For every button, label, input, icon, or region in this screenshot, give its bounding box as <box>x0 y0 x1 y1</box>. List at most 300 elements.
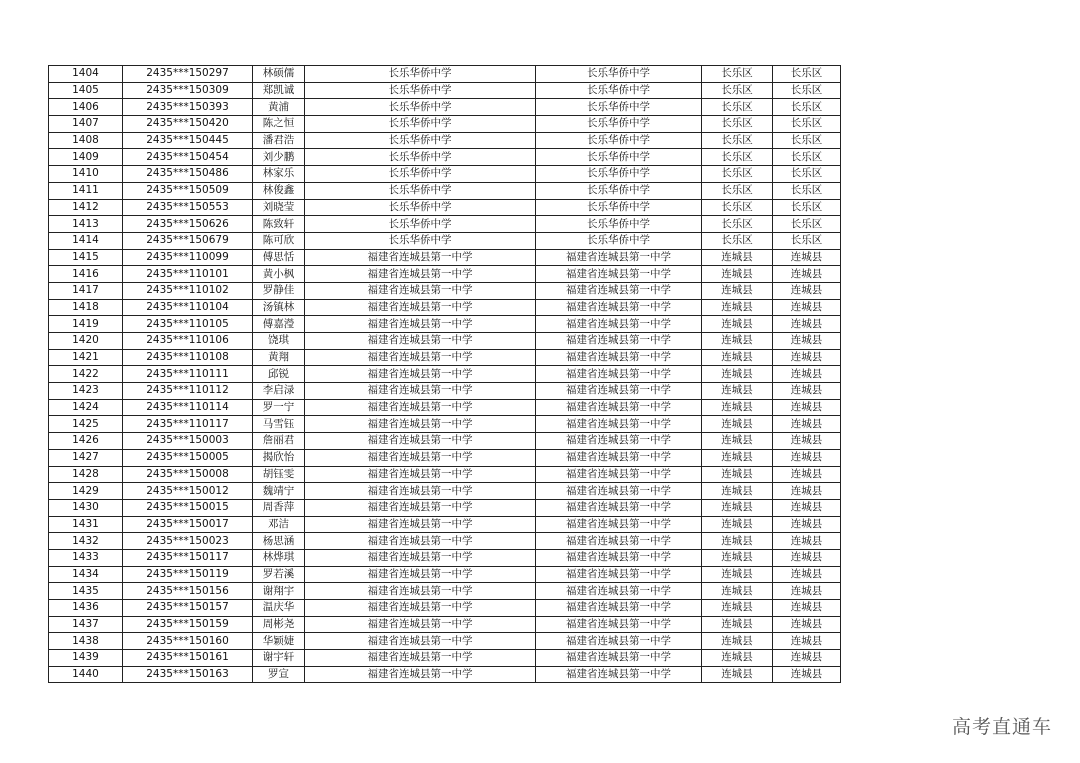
cell-name: 周彬尧 <box>253 616 305 633</box>
cell-exam-id: 2435***110102 <box>123 282 253 299</box>
cell-exam-id: 2435***150015 <box>123 499 253 516</box>
table-row <box>49 282 841 299</box>
cell-admitted-school: 福建省连城县第一中学 <box>536 583 702 600</box>
cell-exam-id: 2435***150679 <box>123 232 253 249</box>
cell-admitted-district: 连城县 <box>773 650 841 667</box>
table-row <box>49 433 841 450</box>
cell-admitted-school: 福建省连城县第一中学 <box>536 566 702 583</box>
cell-school: 福建省连城县第一中学 <box>305 316 536 333</box>
cell-school: 长乐华侨中学 <box>305 232 536 249</box>
cell-school: 福建省连城县第一中学 <box>305 399 536 416</box>
cell-admitted-school: 福建省连城县第一中学 <box>536 633 702 650</box>
table-row <box>49 82 841 99</box>
cell-admitted-district: 连城县 <box>773 316 841 333</box>
cell-school: 福建省连城县第一中学 <box>305 499 536 516</box>
cell-district: 连城县 <box>702 249 773 266</box>
table-row <box>49 483 841 500</box>
cell-exam-id: 2435***150117 <box>123 549 253 566</box>
cell-exam-id: 2435***110112 <box>123 383 253 400</box>
cell-number: 1424 <box>49 399 123 416</box>
cell-admitted-school: 福建省连城县第一中学 <box>536 616 702 633</box>
cell-admitted-district: 长乐区 <box>773 166 841 183</box>
cell-school: 长乐华侨中学 <box>305 149 536 166</box>
cell-name: 罗静佳 <box>253 282 305 299</box>
cell-number: 1432 <box>49 533 123 550</box>
cell-admitted-school: 福建省连城县第一中学 <box>536 466 702 483</box>
cell-exam-id: 2435***150156 <box>123 583 253 600</box>
cell-district: 连城县 <box>702 299 773 316</box>
table-row <box>49 349 841 366</box>
cell-admitted-district: 连城县 <box>773 666 841 683</box>
table-row <box>49 316 841 333</box>
cell-name: 汤镇林 <box>253 299 305 316</box>
cell-name: 詹丽君 <box>253 433 305 450</box>
cell-district: 连城县 <box>702 433 773 450</box>
cell-admitted-school: 长乐华侨中学 <box>536 199 702 216</box>
cell-district: 连城县 <box>702 449 773 466</box>
roster-body <box>49 66 841 683</box>
cell-number: 1426 <box>49 433 123 450</box>
cell-district: 连城县 <box>702 583 773 600</box>
cell-number: 1404 <box>49 66 123 83</box>
cell-name: 罗一宁 <box>253 399 305 416</box>
cell-exam-id: 2435***150509 <box>123 182 253 199</box>
cell-number: 1427 <box>49 449 123 466</box>
cell-name: 华颖婕 <box>253 633 305 650</box>
cell-name: 傅思恬 <box>253 249 305 266</box>
cell-admitted-district: 连城县 <box>773 366 841 383</box>
cell-district: 连城县 <box>702 383 773 400</box>
cell-admitted-school: 长乐华侨中学 <box>536 149 702 166</box>
cell-district: 连城县 <box>702 650 773 667</box>
cell-name: 杨思涵 <box>253 533 305 550</box>
cell-admitted-district: 连城县 <box>773 416 841 433</box>
cell-number: 1433 <box>49 549 123 566</box>
cell-name: 李启渌 <box>253 383 305 400</box>
table-row <box>49 116 841 133</box>
cell-admitted-district: 连城县 <box>773 616 841 633</box>
table-row <box>49 232 841 249</box>
cell-admitted-district: 长乐区 <box>773 199 841 216</box>
cell-name: 周香萍 <box>253 499 305 516</box>
table-row <box>49 249 841 266</box>
cell-admitted-district: 长乐区 <box>773 66 841 83</box>
cell-district: 长乐区 <box>702 182 773 199</box>
cell-admitted-district: 长乐区 <box>773 132 841 149</box>
cell-number: 1420 <box>49 333 123 350</box>
cell-number: 1416 <box>49 266 123 283</box>
cell-district: 长乐区 <box>702 66 773 83</box>
cell-admitted-school: 长乐华侨中学 <box>536 116 702 133</box>
cell-name: 邓洁 <box>253 516 305 533</box>
cell-school: 福建省连城县第一中学 <box>305 666 536 683</box>
cell-admitted-district: 连城县 <box>773 282 841 299</box>
cell-number: 1435 <box>49 583 123 600</box>
cell-district: 连城县 <box>702 366 773 383</box>
cell-admitted-district: 连城县 <box>773 566 841 583</box>
cell-exam-id: 2435***150297 <box>123 66 253 83</box>
cell-number: 1419 <box>49 316 123 333</box>
cell-number: 1434 <box>49 566 123 583</box>
cell-admitted-district: 连城县 <box>773 549 841 566</box>
cell-district: 连城县 <box>702 266 773 283</box>
cell-name: 谢翔宇 <box>253 583 305 600</box>
cell-name: 温庆华 <box>253 600 305 617</box>
cell-exam-id: 2435***110099 <box>123 249 253 266</box>
table-row <box>49 566 841 583</box>
cell-exam-id: 2435***110105 <box>123 316 253 333</box>
cell-name: 林烨琪 <box>253 549 305 566</box>
cell-exam-id: 2435***110117 <box>123 416 253 433</box>
cell-admitted-district: 连城县 <box>773 533 841 550</box>
cell-admitted-district: 连城县 <box>773 633 841 650</box>
cell-name: 邱锐 <box>253 366 305 383</box>
cell-admitted-school: 福建省连城县第一中学 <box>536 399 702 416</box>
cell-district: 连城县 <box>702 399 773 416</box>
table-row <box>49 149 841 166</box>
cell-school: 福建省连城县第一中学 <box>305 650 536 667</box>
cell-school: 福建省连城县第一中学 <box>305 466 536 483</box>
cell-exam-id: 2435***110108 <box>123 349 253 366</box>
cell-school: 福建省连城县第一中学 <box>305 616 536 633</box>
cell-number: 1437 <box>49 616 123 633</box>
cell-exam-id: 2435***150119 <box>123 566 253 583</box>
cell-admitted-district: 连城县 <box>773 516 841 533</box>
cell-school: 长乐华侨中学 <box>305 166 536 183</box>
cell-number: 1406 <box>49 99 123 116</box>
cell-admitted-school: 福建省连城县第一中学 <box>536 266 702 283</box>
cell-district: 连城县 <box>702 416 773 433</box>
table-row <box>49 616 841 633</box>
cell-name: 揭欣怡 <box>253 449 305 466</box>
table-row <box>49 449 841 466</box>
cell-admitted-school: 福建省连城县第一中学 <box>536 383 702 400</box>
cell-number: 1428 <box>49 466 123 483</box>
cell-exam-id: 2435***110111 <box>123 366 253 383</box>
cell-number: 1430 <box>49 499 123 516</box>
cell-name: 潘君浩 <box>253 132 305 149</box>
cell-school: 福建省连城县第一中学 <box>305 416 536 433</box>
cell-school: 长乐华侨中学 <box>305 99 536 116</box>
roster-table <box>48 65 841 683</box>
cell-admitted-district: 长乐区 <box>773 99 841 116</box>
table-row <box>49 299 841 316</box>
cell-name: 陈致轩 <box>253 216 305 233</box>
cell-admitted-school: 福建省连城县第一中学 <box>536 533 702 550</box>
cell-admitted-district: 连城县 <box>773 449 841 466</box>
cell-exam-id: 2435***150160 <box>123 633 253 650</box>
table-row <box>49 666 841 683</box>
cell-district: 长乐区 <box>702 116 773 133</box>
cell-exam-id: 2435***150023 <box>123 533 253 550</box>
cell-number: 1436 <box>49 600 123 617</box>
cell-admitted-district: 长乐区 <box>773 116 841 133</box>
cell-school: 福建省连城县第一中学 <box>305 633 536 650</box>
cell-district: 连城县 <box>702 549 773 566</box>
cell-number: 1431 <box>49 516 123 533</box>
cell-admitted-district: 连城县 <box>773 583 841 600</box>
table-row <box>49 366 841 383</box>
cell-name: 刘少鹏 <box>253 149 305 166</box>
cell-admitted-school: 福建省连城县第一中学 <box>536 349 702 366</box>
cell-admitted-district: 连城县 <box>773 333 841 350</box>
cell-district: 连城县 <box>702 633 773 650</box>
cell-admitted-school: 福建省连城县第一中学 <box>536 549 702 566</box>
table-row <box>49 199 841 216</box>
cell-district: 长乐区 <box>702 216 773 233</box>
cell-admitted-district: 连城县 <box>773 466 841 483</box>
cell-admitted-school: 福建省连城县第一中学 <box>536 650 702 667</box>
cell-district: 连城县 <box>702 616 773 633</box>
cell-exam-id: 2435***150161 <box>123 650 253 667</box>
cell-district: 连城县 <box>702 600 773 617</box>
cell-admitted-school: 福建省连城县第一中学 <box>536 249 702 266</box>
table-row <box>49 416 841 433</box>
cell-admitted-school: 长乐华侨中学 <box>536 232 702 249</box>
cell-school: 福建省连城县第一中学 <box>305 299 536 316</box>
cell-school: 长乐华侨中学 <box>305 66 536 83</box>
cell-admitted-district: 长乐区 <box>773 182 841 199</box>
cell-admitted-district: 连城县 <box>773 249 841 266</box>
cell-exam-id: 2435***150008 <box>123 466 253 483</box>
cell-exam-id: 2435***150005 <box>123 449 253 466</box>
cell-exam-id: 2435***150003 <box>123 433 253 450</box>
cell-admitted-school: 长乐华侨中学 <box>536 216 702 233</box>
table-row <box>49 583 841 600</box>
cell-admitted-district: 长乐区 <box>773 82 841 99</box>
roster-table-container <box>48 65 841 683</box>
cell-exam-id: 2435***150159 <box>123 616 253 633</box>
cell-admitted-school: 福建省连城县第一中学 <box>536 416 702 433</box>
cell-number: 1438 <box>49 633 123 650</box>
cell-district: 长乐区 <box>702 199 773 216</box>
cell-exam-id: 2435***150486 <box>123 166 253 183</box>
cell-admitted-school: 福建省连城县第一中学 <box>536 299 702 316</box>
cell-district: 连城县 <box>702 466 773 483</box>
cell-number: 1418 <box>49 299 123 316</box>
cell-admitted-school: 福建省连城县第一中学 <box>536 316 702 333</box>
cell-name: 林家乐 <box>253 166 305 183</box>
table-row <box>49 633 841 650</box>
cell-exam-id: 2435***150012 <box>123 483 253 500</box>
cell-school: 长乐华侨中学 <box>305 132 536 149</box>
cell-number: 1415 <box>49 249 123 266</box>
cell-exam-id: 2435***110104 <box>123 299 253 316</box>
cell-admitted-school: 福建省连城县第一中学 <box>536 282 702 299</box>
cell-district: 连城县 <box>702 499 773 516</box>
cell-school: 福建省连城县第一中学 <box>305 282 536 299</box>
table-row <box>49 533 841 550</box>
cell-admitted-school: 长乐华侨中学 <box>536 182 702 199</box>
cell-admitted-school: 长乐华侨中学 <box>536 166 702 183</box>
cell-school: 福建省连城县第一中学 <box>305 333 536 350</box>
cell-school: 福建省连城县第一中学 <box>305 483 536 500</box>
table-row <box>49 383 841 400</box>
cell-school: 福建省连城县第一中学 <box>305 583 536 600</box>
cell-school: 福建省连城县第一中学 <box>305 366 536 383</box>
cell-exam-id: 2435***150445 <box>123 132 253 149</box>
cell-school: 福建省连城县第一中学 <box>305 249 536 266</box>
cell-school: 福建省连城县第一中学 <box>305 433 536 450</box>
cell-admitted-school: 福建省连城县第一中学 <box>536 600 702 617</box>
table-row <box>49 166 841 183</box>
cell-name: 郑凯诚 <box>253 82 305 99</box>
cell-admitted-district: 连城县 <box>773 349 841 366</box>
cell-admitted-district: 长乐区 <box>773 216 841 233</box>
cell-school: 长乐华侨中学 <box>305 182 536 199</box>
cell-exam-id: 2435***150553 <box>123 199 253 216</box>
table-row <box>49 266 841 283</box>
table-row <box>49 132 841 149</box>
table-row <box>49 650 841 667</box>
cell-name: 傅嘉瀅 <box>253 316 305 333</box>
cell-name: 林硕儒 <box>253 66 305 83</box>
cell-school: 长乐华侨中学 <box>305 199 536 216</box>
cell-admitted-school: 福建省连城县第一中学 <box>536 433 702 450</box>
cell-school: 福建省连城县第一中学 <box>305 449 536 466</box>
cell-number: 1423 <box>49 383 123 400</box>
cell-district: 连城县 <box>702 566 773 583</box>
cell-name: 马雪钰 <box>253 416 305 433</box>
cell-admitted-school: 长乐华侨中学 <box>536 99 702 116</box>
cell-admitted-district: 连城县 <box>773 299 841 316</box>
cell-admitted-school: 福建省连城县第一中学 <box>536 666 702 683</box>
table-row <box>49 466 841 483</box>
table-row <box>49 216 841 233</box>
cell-school: 长乐华侨中学 <box>305 82 536 99</box>
cell-number: 1439 <box>49 650 123 667</box>
cell-admitted-district: 连城县 <box>773 266 841 283</box>
table-row <box>49 399 841 416</box>
cell-district: 长乐区 <box>702 82 773 99</box>
cell-number: 1413 <box>49 216 123 233</box>
cell-exam-id: 2435***110101 <box>123 266 253 283</box>
cell-number: 1405 <box>49 82 123 99</box>
cell-name: 罗若溪 <box>253 566 305 583</box>
cell-district: 连城县 <box>702 333 773 350</box>
cell-exam-id: 2435***150163 <box>123 666 253 683</box>
cell-admitted-school: 福建省连城县第一中学 <box>536 449 702 466</box>
cell-number: 1421 <box>49 349 123 366</box>
cell-school: 福建省连城县第一中学 <box>305 383 536 400</box>
cell-name: 饶琪 <box>253 333 305 350</box>
cell-admitted-district: 连城县 <box>773 483 841 500</box>
cell-admitted-district: 长乐区 <box>773 149 841 166</box>
cell-exam-id: 2435***150626 <box>123 216 253 233</box>
cell-school: 长乐华侨中学 <box>305 216 536 233</box>
cell-district: 长乐区 <box>702 166 773 183</box>
cell-admitted-school: 长乐华侨中学 <box>536 82 702 99</box>
cell-district: 连城县 <box>702 516 773 533</box>
cell-number: 1425 <box>49 416 123 433</box>
cell-admitted-district: 连城县 <box>773 399 841 416</box>
table-row <box>49 549 841 566</box>
cell-district: 连城县 <box>702 533 773 550</box>
cell-school: 福建省连城县第一中学 <box>305 533 536 550</box>
table-row <box>49 182 841 199</box>
table-row <box>49 600 841 617</box>
cell-number: 1410 <box>49 166 123 183</box>
cell-admitted-school: 福建省连城县第一中学 <box>536 333 702 350</box>
cell-district: 长乐区 <box>702 99 773 116</box>
cell-number: 1407 <box>49 116 123 133</box>
cell-exam-id: 2435***150157 <box>123 600 253 617</box>
cell-exam-id: 2435***150454 <box>123 149 253 166</box>
cell-number: 1429 <box>49 483 123 500</box>
cell-exam-id: 2435***150309 <box>123 82 253 99</box>
cell-name: 胡钰雯 <box>253 466 305 483</box>
cell-number: 1422 <box>49 366 123 383</box>
cell-number: 1408 <box>49 132 123 149</box>
cell-district: 连城县 <box>702 282 773 299</box>
watermark-text: 高考直通车 <box>951 716 1052 738</box>
cell-number: 1440 <box>49 666 123 683</box>
cell-district: 连城县 <box>702 666 773 683</box>
cell-district: 连城县 <box>702 349 773 366</box>
cell-admitted-school: 福建省连城县第一中学 <box>536 483 702 500</box>
cell-district: 长乐区 <box>702 232 773 249</box>
cell-name: 罗宣 <box>253 666 305 683</box>
table-row <box>49 333 841 350</box>
table-row <box>49 99 841 116</box>
cell-admitted-school: 福建省连城县第一中学 <box>536 366 702 383</box>
cell-school: 长乐华侨中学 <box>305 116 536 133</box>
cell-admitted-district: 连城县 <box>773 600 841 617</box>
table-row <box>49 499 841 516</box>
cell-number: 1411 <box>49 182 123 199</box>
cell-admitted-district: 连城县 <box>773 433 841 450</box>
cell-name: 黄浦 <box>253 99 305 116</box>
cell-admitted-school: 长乐华侨中学 <box>536 66 702 83</box>
cell-exam-id: 2435***110106 <box>123 333 253 350</box>
cell-school: 福建省连城县第一中学 <box>305 516 536 533</box>
cell-number: 1417 <box>49 282 123 299</box>
cell-number: 1414 <box>49 232 123 249</box>
cell-name: 刘晓莹 <box>253 199 305 216</box>
cell-name: 魏靖宁 <box>253 483 305 500</box>
cell-school: 福建省连城县第一中学 <box>305 549 536 566</box>
table-row <box>49 516 841 533</box>
cell-school: 福建省连城县第一中学 <box>305 600 536 617</box>
table-row <box>49 66 841 83</box>
cell-admitted-district: 连城县 <box>773 383 841 400</box>
cell-district: 连城县 <box>702 483 773 500</box>
cell-number: 1412 <box>49 199 123 216</box>
cell-exam-id: 2435***150420 <box>123 116 253 133</box>
cell-name: 黄翔 <box>253 349 305 366</box>
cell-exam-id: 2435***110114 <box>123 399 253 416</box>
cell-admitted-school: 长乐华侨中学 <box>536 132 702 149</box>
cell-exam-id: 2435***150393 <box>123 99 253 116</box>
cell-district: 连城县 <box>702 316 773 333</box>
cell-admitted-school: 福建省连城县第一中学 <box>536 516 702 533</box>
cell-admitted-district: 连城县 <box>773 499 841 516</box>
cell-district: 长乐区 <box>702 132 773 149</box>
cell-name: 黄小枫 <box>253 266 305 283</box>
cell-school: 福建省连城县第一中学 <box>305 266 536 283</box>
cell-admitted-school: 福建省连城县第一中学 <box>536 499 702 516</box>
cell-school: 福建省连城县第一中学 <box>305 566 536 583</box>
cell-district: 长乐区 <box>702 149 773 166</box>
cell-name: 陈之恒 <box>253 116 305 133</box>
cell-admitted-district: 长乐区 <box>773 232 841 249</box>
cell-name: 谢宇轩 <box>253 650 305 667</box>
cell-number: 1409 <box>49 149 123 166</box>
cell-name: 林俊鑫 <box>253 182 305 199</box>
cell-name: 陈可欣 <box>253 232 305 249</box>
cell-school: 福建省连城县第一中学 <box>305 349 536 366</box>
cell-exam-id: 2435***150017 <box>123 516 253 533</box>
